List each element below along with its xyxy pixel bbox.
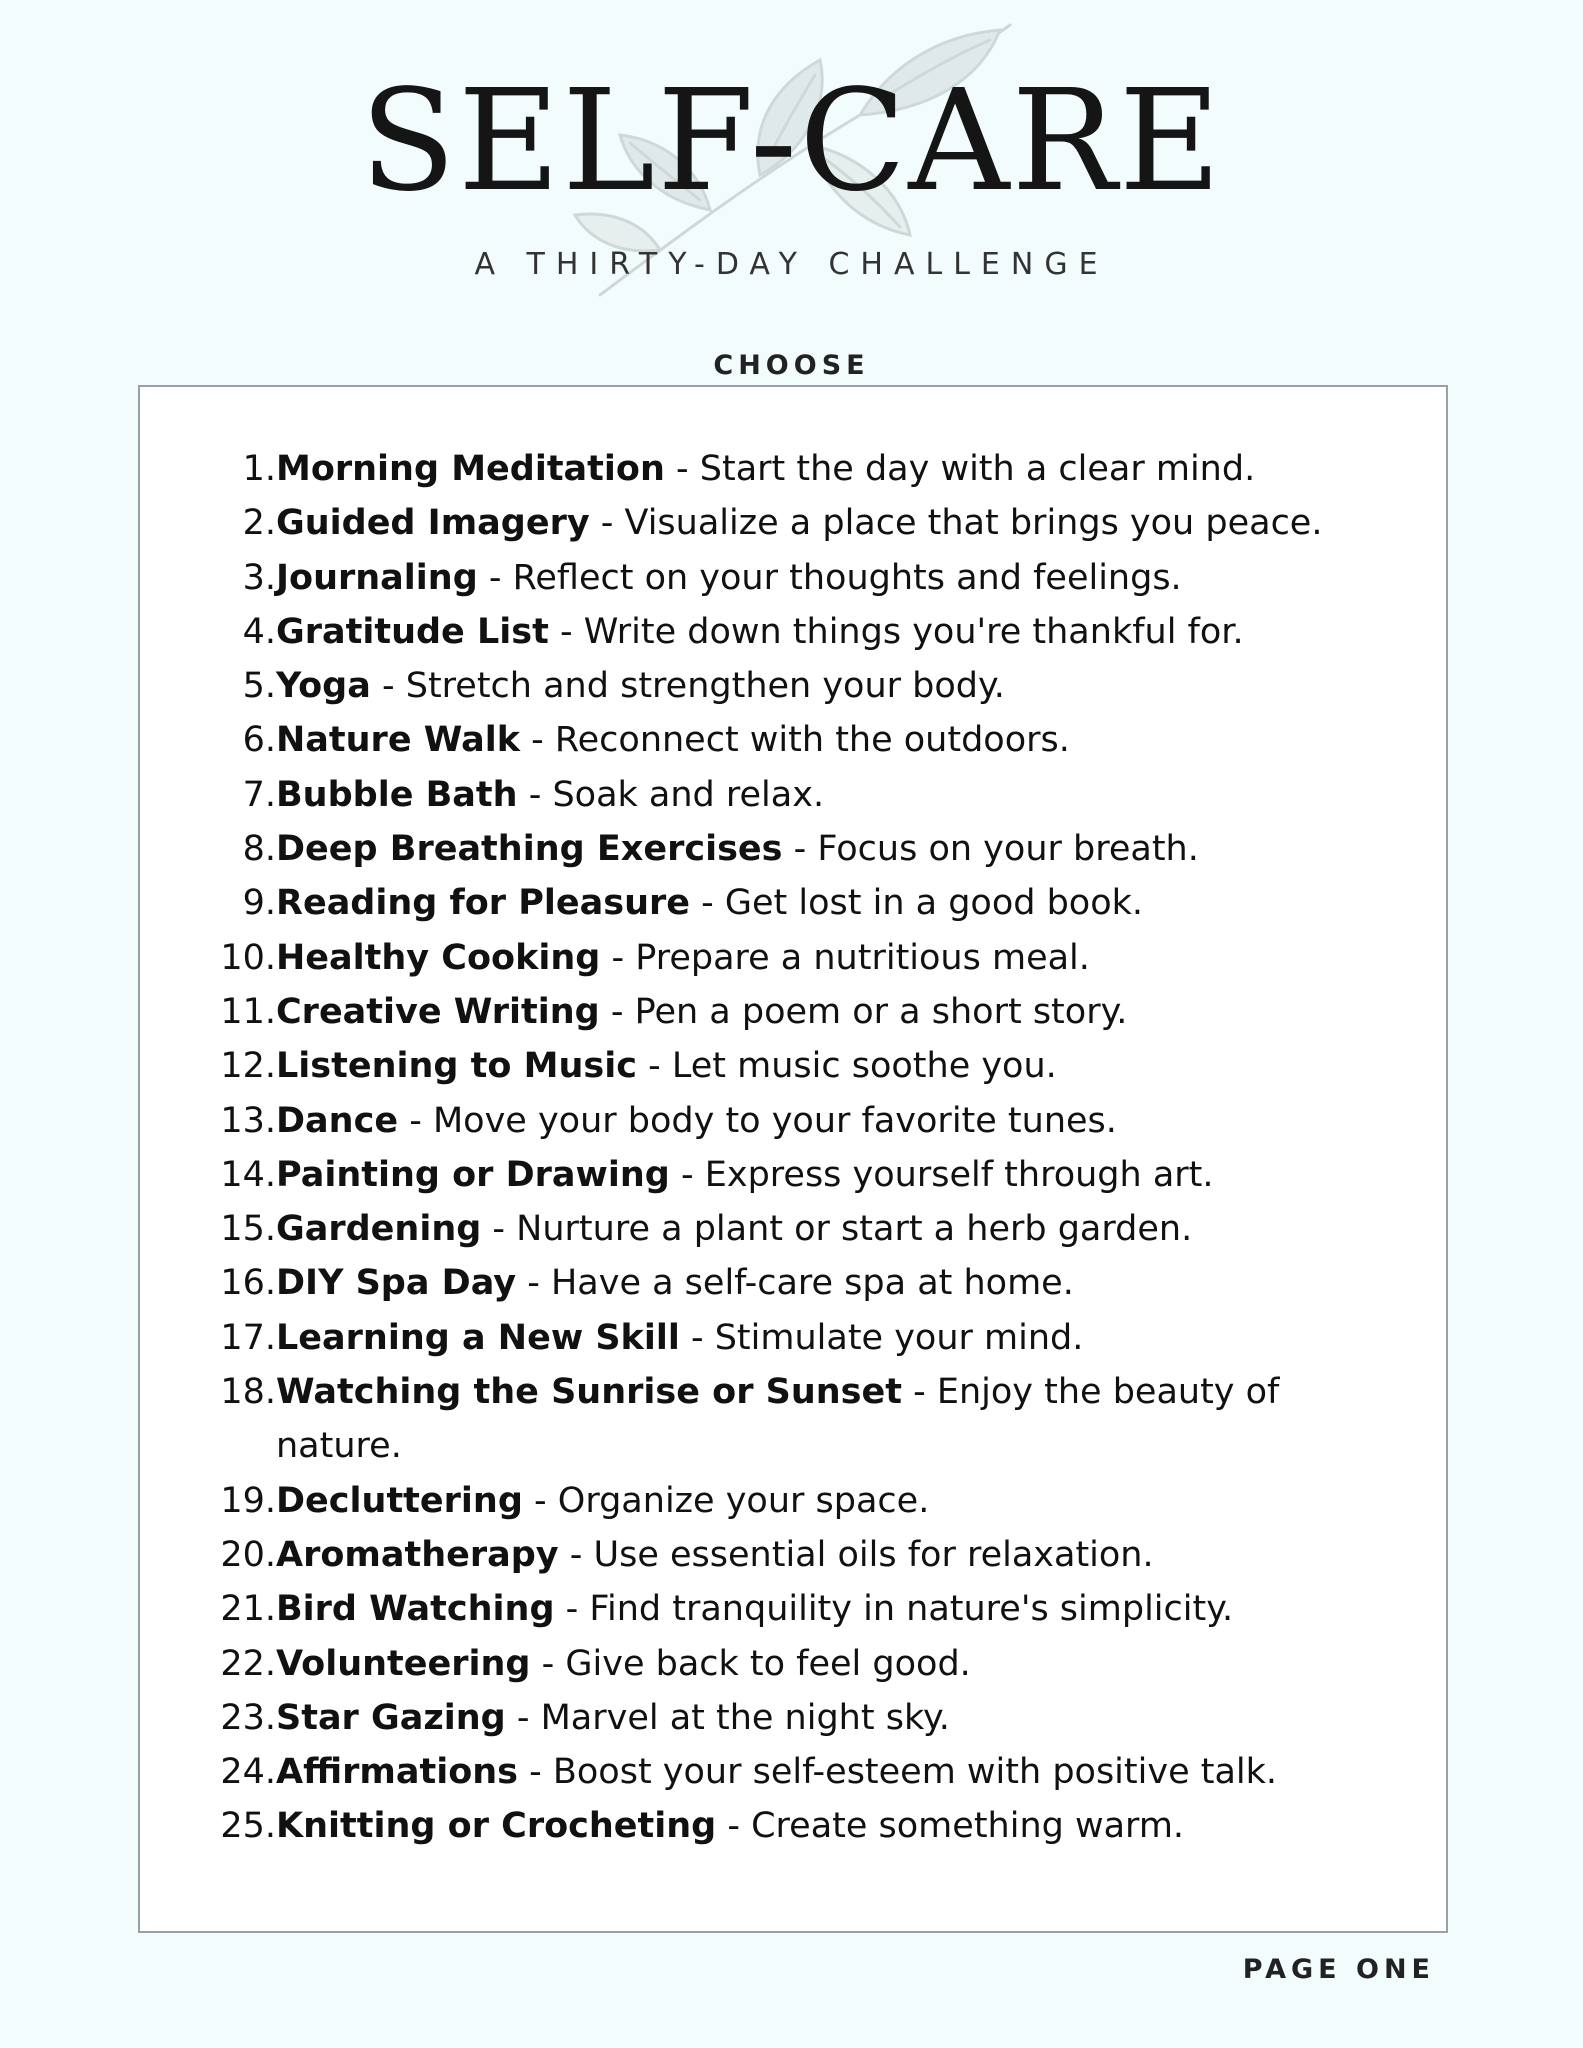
- list-item: [140, 876, 1446, 930]
- item-name: Yoga: [276, 666, 371, 707]
- item-description: - Prepare a nutritious meal.: [600, 937, 1090, 978]
- item-description: - Soak and relax.: [517, 774, 825, 815]
- item-name: Affirmations: [276, 1752, 518, 1793]
- list-item: [140, 442, 1446, 496]
- list-item: [140, 1094, 1446, 1148]
- item-number: 25.: [220, 1806, 276, 1847]
- item-name: Journaling: [276, 557, 478, 598]
- list-item: [140, 1311, 1446, 1365]
- item-number: 1.: [242, 449, 276, 489]
- item-text: [276, 442, 1396, 496]
- item-text: [276, 1745, 1396, 1799]
- item-text: [276, 1365, 1396, 1474]
- item-name: Knitting or Crocheting: [276, 1806, 717, 1847]
- item-number: 2.: [242, 503, 276, 544]
- item-number: 4.: [242, 611, 276, 652]
- item-description: - Write down things you're thankful for.: [548, 611, 1244, 652]
- item-text: [276, 713, 1396, 767]
- list-item: [140, 1582, 1446, 1636]
- item-name: DIY Spa Day: [276, 1263, 517, 1304]
- item-description: - Stimulate your mind.: [679, 1317, 1084, 1358]
- item-text: [276, 1094, 1396, 1148]
- item-description: - Find tranquility in nature's simplicity.: [554, 1589, 1234, 1630]
- item-text: [276, 1637, 1396, 1691]
- item-description: - Create something warm.: [716, 1806, 1185, 1847]
- item-number: 17.: [220, 1317, 276, 1358]
- item-name: Creative Writing: [276, 991, 600, 1032]
- item-number: 22.: [220, 1643, 276, 1684]
- item-number: 10.: [220, 937, 276, 978]
- item-text: [276, 1474, 1396, 1528]
- list-item: [140, 1148, 1446, 1202]
- item-number: 14.: [220, 1154, 276, 1195]
- item-number: 8.: [242, 829, 276, 870]
- challenge-list: [140, 442, 1446, 1854]
- item-text: [276, 876, 1396, 930]
- item-number: 7.: [242, 774, 276, 815]
- item-name: Learning a New Skill: [276, 1317, 680, 1358]
- list-item: [140, 1256, 1446, 1310]
- item-description: - Enjoy the beauty of nature.: [276, 1372, 1280, 1467]
- item-number: 12.: [220, 1046, 276, 1087]
- item-name: Nature Walk: [276, 720, 520, 761]
- item-text: [276, 496, 1396, 550]
- list-item: [140, 659, 1446, 713]
- item-text: [276, 1582, 1396, 1636]
- item-text: [276, 1528, 1396, 1582]
- item-number: 6.: [242, 720, 276, 761]
- item-number: 20.: [220, 1534, 276, 1575]
- item-number: 21.: [220, 1589, 276, 1630]
- item-text: [276, 1311, 1396, 1365]
- item-text: [276, 659, 1396, 713]
- item-text: [276, 768, 1396, 822]
- item-name: Reading for Pleasure: [276, 883, 690, 924]
- item-text: [276, 1202, 1396, 1256]
- item-number: 3.: [242, 557, 276, 598]
- item-name: Watching the Sunrise or Sunset: [276, 1372, 902, 1413]
- item-text: [276, 1799, 1396, 1853]
- item-name: Gardening: [276, 1209, 482, 1250]
- item-number: 23.: [220, 1697, 276, 1738]
- item-description: - Reflect on your thoughts and feelings.: [477, 557, 1182, 598]
- item-description: - Stretch and strengthen your body.: [370, 666, 1005, 707]
- item-description: - Get lost in a good book.: [689, 883, 1144, 924]
- list-item: [140, 1691, 1446, 1745]
- item-name: Dance: [276, 1100, 399, 1141]
- item-number: 11.: [220, 991, 276, 1032]
- item-number: 24.: [220, 1752, 276, 1793]
- list-item: [140, 605, 1446, 659]
- list-item: [140, 1365, 1446, 1474]
- item-number: 5.: [242, 666, 276, 707]
- item-name: Healthy Cooking: [276, 937, 601, 978]
- item-name: Gratitude List: [276, 611, 549, 652]
- list-item: [140, 1799, 1446, 1853]
- item-name: Bird Watching: [276, 1589, 555, 1630]
- item-description: - Have a self-care spa at home.: [516, 1263, 1074, 1304]
- item-description: - Visualize a place that brings you peace.: [589, 503, 1323, 544]
- item-description: - Pen a poem or a short story.: [599, 991, 1128, 1032]
- item-description: - Organize your space.: [522, 1480, 930, 1521]
- item-text: [276, 1691, 1396, 1745]
- item-description: - Marvel at the night sky.: [505, 1697, 950, 1738]
- page-subtitle: A THIRTY-DAY CHALLENGE: [474, 247, 1109, 282]
- item-name: Listening to Music: [276, 1046, 637, 1087]
- item-number: 19.: [220, 1480, 276, 1521]
- list-item: [140, 496, 1446, 550]
- item-number: 15.: [220, 1209, 276, 1250]
- item-name: Aromatherapy: [276, 1534, 559, 1575]
- item-description: - Give back to feel good.: [530, 1643, 971, 1684]
- item-name: Deep Breathing Exercises: [276, 829, 783, 870]
- item-text: [276, 822, 1396, 876]
- item-text: [276, 605, 1396, 659]
- item-text: [276, 1256, 1396, 1310]
- item-description: - Let music soothe you.: [636, 1046, 1057, 1087]
- list-item: [140, 985, 1446, 1039]
- item-description: - Move your body to your favorite tunes.: [398, 1100, 1117, 1141]
- item-name: Guided Imagery: [276, 503, 590, 544]
- challenge-list-box: [138, 385, 1448, 1933]
- item-description: - Boost your self-esteem with positive talk.: [518, 1752, 1278, 1793]
- list-item: [140, 551, 1446, 605]
- item-number: 13.: [220, 1100, 276, 1141]
- list-item: [140, 1039, 1446, 1093]
- item-text: [276, 985, 1396, 1039]
- page-label: PAGE ONE: [1242, 1954, 1435, 1985]
- item-text: [276, 931, 1396, 985]
- list-item: [140, 1202, 1446, 1256]
- page-title: SELF-CARE: [359, 60, 1224, 223]
- item-number: 18.: [220, 1372, 276, 1413]
- item-text: [276, 1148, 1396, 1202]
- list-item: [140, 822, 1446, 876]
- item-text: [276, 551, 1396, 605]
- list-item: [140, 1528, 1446, 1582]
- item-number: 16.: [220, 1263, 276, 1304]
- item-name: Decluttering: [276, 1480, 523, 1521]
- list-item: [140, 931, 1446, 985]
- list-item: [140, 1474, 1446, 1528]
- item-name: Bubble Bath: [276, 774, 518, 815]
- item-name: Morning Meditation: [276, 449, 665, 489]
- item-description: - Express yourself through art.: [669, 1154, 1214, 1195]
- list-item: [140, 1637, 1446, 1691]
- item-description: - Nurture a plant or start a herb garden.: [481, 1209, 1193, 1250]
- item-name: Volunteering: [276, 1643, 531, 1684]
- item-name: Painting or Drawing: [276, 1154, 670, 1195]
- list-item: [140, 1745, 1446, 1799]
- item-name: Star Gazing: [276, 1697, 506, 1738]
- item-number: 9.: [242, 883, 276, 924]
- item-description: - Start the day with a clear mind.: [664, 449, 1256, 489]
- item-text: [276, 1039, 1396, 1093]
- list-item: [140, 713, 1446, 767]
- item-description: - Use essential oils for relaxation.: [558, 1534, 1154, 1575]
- section-label: CHOOSE: [713, 350, 870, 381]
- item-description: - Reconnect with the outdoors.: [520, 720, 1070, 761]
- list-item: [140, 768, 1446, 822]
- item-description: - Focus on your breath.: [782, 829, 1199, 870]
